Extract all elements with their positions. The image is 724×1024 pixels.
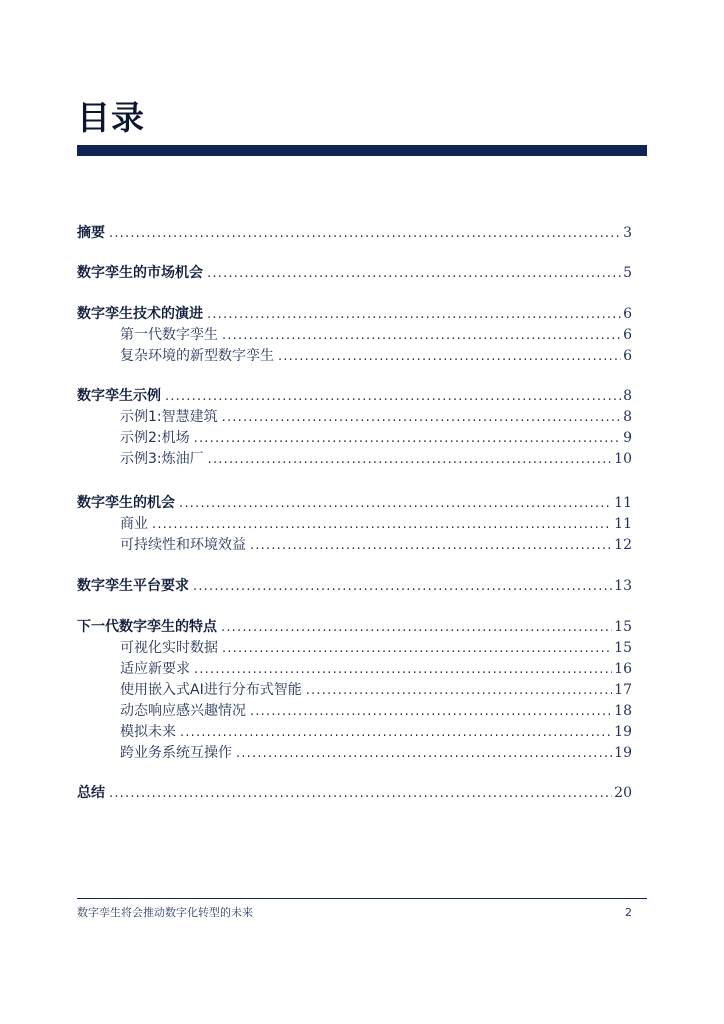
toc-entry-page: 11 [614,495,632,511]
toc-leader-dots [222,409,621,427]
toc-entry-label: 数字孪生的机会 [77,495,175,511]
toc-entry-page: 20 [614,785,632,801]
toc-entry[interactable] [77,223,632,243]
toc-entry[interactable] [77,386,632,406]
footer-divider [77,898,647,899]
toc-entry-page: 3 [623,225,632,241]
toc-entry-label: 第一代数字孪生 [120,327,218,343]
toc-subentry[interactable] [120,514,632,534]
toc-subentry[interactable] [120,407,632,427]
toc-entry-page: 15 [614,640,632,656]
footer-document-title: 数字孪生将会推动数字化转型的未来 [77,906,253,919]
toc-entry-label: 数字孪生示例 [77,388,161,404]
toc-subentry[interactable] [120,701,632,721]
toc-entry-page: 6 [623,306,632,322]
toc-entry-page: 13 [614,578,632,594]
toc-leader-dots [250,537,612,555]
toc-entry-page: 15 [614,619,632,635]
toc-entry[interactable] [77,304,632,324]
toc-leader-dots [109,785,612,803]
toc-leader-dots [222,640,612,658]
toc-leader-dots [207,306,621,324]
toc-leader-dots [194,430,621,448]
toc-leader-dots [236,745,612,763]
toc-subentry[interactable] [120,325,632,345]
toc-entry-label: 复杂环境的新型数字孪生 [120,348,274,364]
toc-entry-label: 可持续性和环境效益 [120,537,246,553]
toc-entry-label: 总结 [77,785,105,801]
toc-leader-dots [207,265,621,283]
toc-leader-dots [180,724,612,742]
toc-entry-page: 6 [623,327,632,343]
toc-entry-page: 12 [614,537,632,553]
toc-leader-dots [306,682,612,700]
toc-entry-label: 下一代数字孪生的特点 [77,619,217,635]
page-title: 目录 [77,98,145,137]
toc-entry-page: 18 [614,703,632,719]
toc-entry-label: 数字孪生技术的演进 [77,306,203,322]
toc-entry-page: 19 [614,745,632,761]
toc-entry-page: 19 [614,724,632,740]
toc-entry-label: 可视化实时数据 [120,640,218,656]
table-of-contents [77,0,632,1024]
toc-entry[interactable] [77,617,632,637]
toc-entry-page: 10 [614,451,632,467]
toc-subentry[interactable] [120,638,632,658]
toc-entry-label: 示例2:机场 [120,430,190,446]
toc-leader-dots [250,703,612,721]
toc-leader-dots [208,451,613,469]
toc-entry-page: 11 [614,516,632,532]
toc-entry-label: 商业 [120,516,148,532]
toc-entry[interactable] [77,493,632,513]
toc-entry-page: 8 [623,409,632,425]
toc-entry-label: 数字孪生的市场机会 [77,265,203,281]
toc-entry-label: 示例1:智慧建筑 [120,409,218,425]
toc-leader-dots [179,495,612,513]
toc-entry-label: 模拟未来 [120,724,176,740]
toc-subentry[interactable] [120,743,632,763]
toc-leader-dots [221,619,612,637]
toc-subentry[interactable] [120,428,632,448]
toc-entry-label: 示例3:炼油厂 [120,451,204,467]
toc-subentry[interactable] [120,449,632,469]
toc-entry-label: 动态响应感兴趣情况 [120,703,246,719]
toc-entry-label: 适应新要求 [120,661,190,677]
toc-subentry[interactable] [120,346,632,366]
toc-entry-page: 9 [623,430,632,446]
toc-entry-page: 5 [623,265,632,281]
toc-entry[interactable] [77,783,632,803]
toc-leader-dots [109,225,621,243]
toc-entry-page: 16 [614,661,632,677]
toc-leader-dots [278,348,621,366]
footer-page-number: 2 [625,906,632,919]
toc-entry-page: 8 [623,388,632,404]
toc-leader-dots [222,327,621,345]
toc-leader-dots [152,516,612,534]
toc-entry[interactable] [77,576,632,596]
toc-leader-dots [194,661,612,679]
toc-entry-label: 跨业务系统互操作 [120,745,232,761]
toc-subentry[interactable] [120,535,632,555]
toc-subentry[interactable] [120,722,632,742]
toc-entry-label: 使用嵌入式AI进行分布式智能 [120,682,302,698]
toc-entry-label: 摘要 [77,225,105,241]
toc-entry-page: 6 [623,348,632,364]
toc-entry-label: 数字孪生平台要求 [77,578,189,594]
toc-leader-dots [193,578,612,596]
toc-leader-dots [165,388,621,406]
toc-subentry[interactable] [120,680,632,700]
toc-subentry[interactable] [120,659,632,679]
toc-entry[interactable] [77,263,632,283]
toc-entry-page: 17 [614,682,632,698]
